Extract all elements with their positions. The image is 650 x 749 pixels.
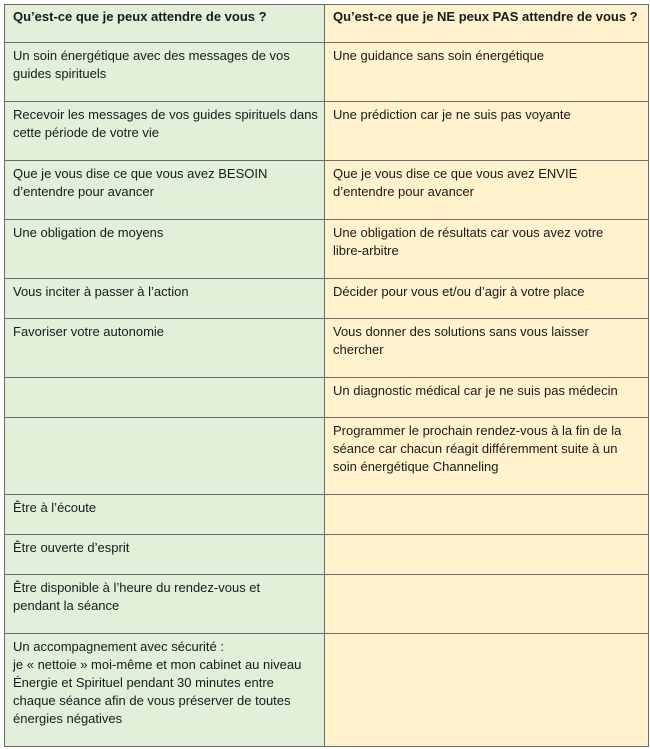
expectations-table bbox=[4, 4, 649, 747]
cell-cannot-expect: Une guidance sans soin énergétique bbox=[325, 43, 649, 102]
cell-can-expect: Être ouverte d’esprit bbox=[5, 535, 325, 575]
header-cannot-expect: Qu’est-ce que je NE peux PAS attendre de vous ? bbox=[325, 5, 649, 43]
cell-can-expect: Que je vous dise ce que vous avez BESOIN d’entendre pour avancer bbox=[5, 161, 325, 220]
table-row bbox=[5, 220, 649, 279]
cell-can-expect: Vous inciter à passer à l’action bbox=[5, 279, 325, 319]
cell-cannot-expect: Programmer le prochain rendez-vous à la fin de la séance car chacun réagit différemment suite à un soin énergétique Channeling bbox=[325, 418, 649, 495]
table-row bbox=[5, 634, 649, 747]
cell-cannot-expect: Que je vous dise ce que vous avez ENVIE d’entendre pour avancer bbox=[325, 161, 649, 220]
cell-cannot-expect-empty bbox=[325, 535, 649, 575]
cell-cannot-expect: Une obligation de résultats car vous avez votre libre-arbitre bbox=[325, 220, 649, 279]
cell-can-expect: Être disponible à l’heure du rendez-vous et pendant la séance bbox=[5, 575, 325, 634]
cell-can-expect-empty bbox=[5, 378, 325, 418]
cell-cannot-expect: Un diagnostic médical car je ne suis pas médecin bbox=[325, 378, 649, 418]
table-row bbox=[5, 575, 649, 634]
cell-can-expect: Une obligation de moyens bbox=[5, 220, 325, 279]
table-row bbox=[5, 43, 649, 102]
table-row bbox=[5, 319, 649, 378]
table-container bbox=[4, 4, 649, 747]
table-row bbox=[5, 161, 649, 220]
table-row bbox=[5, 535, 649, 575]
table-row bbox=[5, 495, 649, 535]
cell-can-expect: Être à l’écoute bbox=[5, 495, 325, 535]
header-can-expect: Qu’est-ce que je peux attendre de vous ? bbox=[5, 5, 325, 43]
cell-cannot-expect-empty bbox=[325, 495, 649, 535]
cell-cannot-expect: Décider pour vous et/ou d’agir à votre place bbox=[325, 279, 649, 319]
cell-can-expect: Un accompagnement avec sécurité : je « nettoie » moi-même et mon cabinet au niveau Énergie et Spirituel pendant 30 minutes entre chaque séance afin de vous préserver de toutes énergies négatives bbox=[5, 634, 325, 747]
table-row bbox=[5, 378, 649, 418]
cell-can-expect: Favoriser votre autonomie bbox=[5, 319, 325, 378]
cell-cannot-expect-empty bbox=[325, 634, 649, 747]
cell-cannot-expect: Vous donner des solutions sans vous laisser chercher bbox=[325, 319, 649, 378]
header-row bbox=[5, 5, 649, 43]
cell-can-expect-empty bbox=[5, 418, 325, 495]
cell-cannot-expect-empty bbox=[325, 575, 649, 634]
table-row bbox=[5, 102, 649, 161]
cell-can-expect: Un soin énergétique avec des messages de vos guides spirituels bbox=[5, 43, 325, 102]
table-row bbox=[5, 418, 649, 495]
cell-can-expect: Recevoir les messages de vos guides spirituels dans cette période de votre vie bbox=[5, 102, 325, 161]
table-row bbox=[5, 279, 649, 319]
cell-cannot-expect: Une prédiction car je ne suis pas voyante bbox=[325, 102, 649, 161]
